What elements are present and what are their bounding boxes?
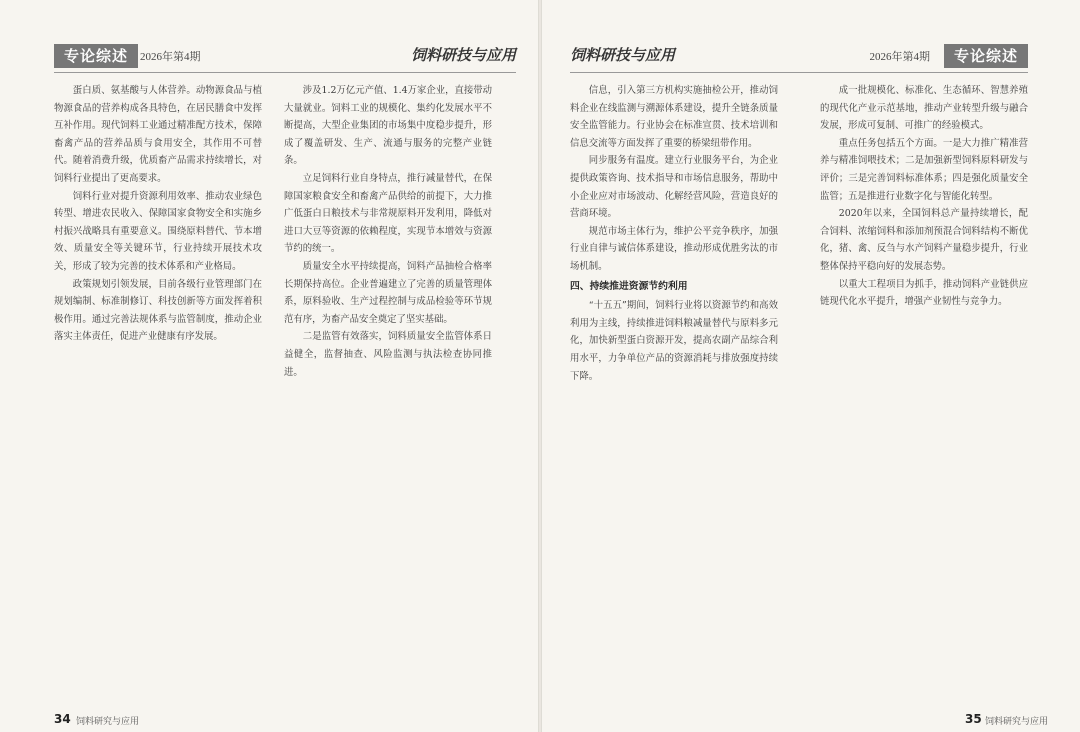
right-column-2 xyxy=(820,82,1028,710)
paragraph: 2020年以来，全国饲料总产量持续增长，配合饲料、浓缩饲料和添加剂预混合饲料结构不断优化，猪、禽、反刍与水产饲料产量稳步提升，行业整体保持平稳向好的发展态势。 xyxy=(820,208,1028,272)
right-footer xyxy=(542,712,1080,728)
journal-title: 饲料研技与应用 xyxy=(410,46,516,64)
paragraph: 涉及1.2万亿元产值、1.4万家企业，直接带动大量就业。饲料工业的规模化、集约化发展水平不断提高，大型企业集团的市场集中度稳步提升，形成了覆盖研发、生产、流通与服务的完整产业链条。 xyxy=(284,85,492,167)
section-heading: 四、持续推进资源节约利用 xyxy=(570,280,688,292)
right-header xyxy=(542,44,1080,70)
paragraph: 蛋白质、氨基酸与人体营养。动物源食品与植物源食品的营养构成各具特色，在居民膳食中发挥互补作用。现代饲料工业通过精准配方技术，保障畜禽产品的营养品质与食用安全，其作用不可替代。随着消费升级，优质畜产品需求持续增长，对饲料行业提出了更高要求。 xyxy=(54,85,262,184)
issue-label: 2026年第4期 xyxy=(140,51,201,63)
footer-title: 饲料研究与应用 xyxy=(985,717,1049,727)
paragraph: 立足饲料行业自身特点，推行减量替代，在保障国家粮食安全和畜禽产品供给的前提下，大力推广低蛋白日粮技术与非常规原料开发利用，降低对进口大豆等资源的依赖程度，实现节本增效与资源节约的统一。 xyxy=(284,172,492,255)
right-page xyxy=(542,0,1080,732)
paragraph: 同步服务有温度。建立行业服务平台，为企业提供政策咨询、技术指导和市场信息服务，帮助中小企业应对市场波动、化解经营风险，营造良好的营商环境。 xyxy=(570,155,778,220)
issue-label: 2026年第4期 xyxy=(869,51,930,63)
right-column-1 xyxy=(570,82,778,710)
journal-title: 饲料研技与应用 xyxy=(570,46,676,64)
section-tag: 专论综述 xyxy=(944,44,1028,68)
left-column-2 xyxy=(284,82,492,710)
footer-title: 饲料研究与应用 xyxy=(76,717,140,727)
left-page xyxy=(0,0,538,732)
paragraph: 重点任务包括五个方面。一是大力推广精准营养与精准饲喂技术；二是加强新型饲料原料研发与评价；三是完善饲料标准体系；四是强化质量安全监管；五是推进行业数字化与智能化转型。 xyxy=(820,137,1028,202)
page-number: 35 xyxy=(965,712,982,726)
page-number: 34 xyxy=(54,712,71,726)
paragraph: 信息，引入第三方机构实施抽检公开，推动饲料企业在线监测与溯源体系建设，提升全链条质量安全监管能力。行业协会在标准宣贯、技术培训和信息交流等方面发挥了重要的桥梁纽带作用。 xyxy=(570,85,778,149)
paragraph: 成一批规模化、标准化、生态循环、智慧养殖的现代化产业示范基地，推动产业转型升级与融合发展，形成可复制、可推广的经验模式。 xyxy=(820,85,1028,132)
header-rule xyxy=(570,72,1028,73)
left-column-1 xyxy=(54,82,262,710)
paragraph: “十五五”期间，饲料行业将以资源节约和高效利用为主线，持续推进饲料粮减量替代与原料多元化，加快新型蛋白资源开发，提高农副产品综合利用水平，力争单位产品的资源消耗与排放强度持续下降。 xyxy=(570,300,778,382)
paragraph: 以重大工程项目为抓手，推动饲料产业链供应链现代化水平提升，增强产业韧性与竞争力。 xyxy=(820,278,1028,308)
paragraph: 政策规划引领发展，目前各级行业管理部门在规划编制、标准制修订、科技创新等方面发挥着积极作用。通过完善法规体系与监管制度，推动企业落实主体责任，促进产业健康有序发展。 xyxy=(54,278,262,343)
section-tag: 专论综述 xyxy=(54,44,138,68)
paragraph: 饲料行业对提升资源利用效率、推动农业绿色转型、增进农民收入、保障国家食物安全和实施乡村振兴战略具有重要意义。围绕原料替代、节本增效、质量安全等关键环节，行业持续开展技术攻关，形成了较为完善的技术体系和产业格局。 xyxy=(54,190,262,272)
paragraph: 规范市场主体行为，维护公平竞争秩序，加强行业自律与诚信体系建设，推动形成优胜劣汰的市场机制。 xyxy=(570,225,778,272)
left-header xyxy=(0,44,538,70)
header-rule xyxy=(54,72,516,73)
paragraph: 二是监管有效落实，饲料质量安全监管体系日益健全，监督抽查、风险监测与执法检查协同推进。 xyxy=(284,331,492,378)
left-footer xyxy=(0,712,538,728)
paragraph: 质量安全水平持续提高，饲料产品抽检合格率长期保持高位。企业普遍建立了完善的质量管理体系，原料验收、生产过程控制与成品检验等环节规范有序，为畜产品安全奠定了坚实基础。 xyxy=(284,260,492,325)
